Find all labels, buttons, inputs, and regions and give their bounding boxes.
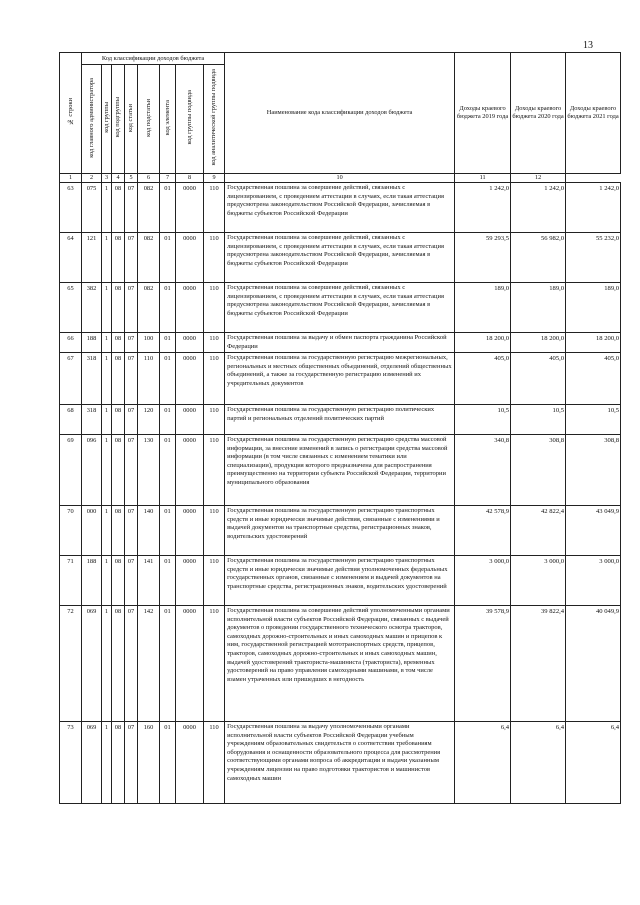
- revenue-2020-cell: 308,8: [511, 435, 566, 506]
- header-year-2020: Доходы краевого бюджета 2020 года: [511, 53, 566, 174]
- code-group-cell: 1: [102, 506, 112, 556]
- code-article-cell: 07: [125, 506, 138, 556]
- code-subtype-group-cell: 0000: [176, 283, 204, 333]
- code-subarticle-cell: 100: [138, 333, 160, 353]
- row-number-cell: 63: [60, 183, 82, 233]
- header-classification-group: Код классификации доходов бюджета: [82, 53, 225, 65]
- code-group-cell: 1: [102, 283, 112, 333]
- code-analytic-group-cell: 110: [204, 556, 225, 606]
- column-number: 12: [511, 174, 566, 183]
- column-number: 2: [82, 174, 102, 183]
- header-code-subgroup: код подгруппы: [112, 65, 125, 174]
- code-subtype-group-cell: 0000: [176, 405, 204, 435]
- code-element-cell: 01: [160, 333, 176, 353]
- code-article-cell: 07: [125, 233, 138, 283]
- code-subarticle-cell: 082: [138, 283, 160, 333]
- column-number: 9: [204, 174, 225, 183]
- table-body: [60, 183, 621, 804]
- code-subgroup-cell: 08: [112, 405, 125, 435]
- code-subgroup-cell: 08: [112, 333, 125, 353]
- column-number: 10: [225, 174, 455, 183]
- table-row: [60, 435, 621, 506]
- header-row-number: № строки: [60, 53, 82, 174]
- table-row: [60, 353, 621, 405]
- code-article-cell: 07: [125, 333, 138, 353]
- code-name-cell: Государственная пошлина за государственную регистрацию межрегиональных, региональных и местных общественных объединений, отделений общественных объединений, а также за государственную регистрацию изменений их учредительных документов: [225, 353, 455, 405]
- code-subgroup-cell: 08: [112, 233, 125, 283]
- code-element-cell: 01: [160, 435, 176, 506]
- revenue-2021-cell: 43 049,9: [566, 506, 621, 556]
- table-row: [60, 556, 621, 606]
- table-row: [60, 333, 621, 353]
- code-subtype-group-cell: 0000: [176, 722, 204, 804]
- code-subarticle-cell: 141: [138, 556, 160, 606]
- code-subarticle-cell: 130: [138, 435, 160, 506]
- code-subarticle-cell: 120: [138, 405, 160, 435]
- revenue-2019-cell: 10,5: [455, 405, 511, 435]
- code-analytic-group-cell: 110: [204, 606, 225, 722]
- code-name-cell: Государственная пошлина за выдачу и обмен паспорта гражданина Российской Федерации: [225, 333, 455, 353]
- code-article-cell: 07: [125, 606, 138, 722]
- code-name-cell: Государственная пошлина за государственную регистрацию политических партий и региональных отделений политических партий: [225, 405, 455, 435]
- revenue-2020-cell: 42 822,4: [511, 506, 566, 556]
- code-subarticle-cell: 082: [138, 233, 160, 283]
- code-name-cell: Государственная пошлина за государственную регистрацию транспортных средств и иные юридически значимые действия, связанные с изменениями и выдачей документов на транспортные средства, регистрационных знаков, водительских удостоверений: [225, 506, 455, 556]
- column-number: 6: [138, 174, 160, 183]
- code-subarticle-cell: 160: [138, 722, 160, 804]
- code-group-cell: 1: [102, 606, 112, 722]
- code-subtype-group-cell: 0000: [176, 606, 204, 722]
- table-row: [60, 233, 621, 283]
- code-subtype-group-cell: 0000: [176, 183, 204, 233]
- code-group-cell: 1: [102, 405, 112, 435]
- code-subtype-group-cell: 0000: [176, 435, 204, 506]
- code-subgroup-cell: 08: [112, 506, 125, 556]
- row-number-cell: 70: [60, 506, 82, 556]
- code-analytic-group-cell: 110: [204, 333, 225, 353]
- revenue-2020-cell: 56 982,0: [511, 233, 566, 283]
- code-element-cell: 01: [160, 405, 176, 435]
- code-subarticle-cell: 140: [138, 506, 160, 556]
- code-article-cell: 07: [125, 183, 138, 233]
- revenue-2019-cell: 59 293,5: [455, 233, 511, 283]
- page-number: 13: [583, 40, 593, 51]
- table-row: [60, 283, 621, 333]
- revenue-2020-cell: 3 000,0: [511, 556, 566, 606]
- revenue-2021-cell: 189,0: [566, 283, 621, 333]
- code-subgroup-cell: 08: [112, 556, 125, 606]
- code-group-cell: 1: [102, 353, 112, 405]
- revenue-2021-cell: 6,4: [566, 722, 621, 804]
- revenue-2021-cell: 10,5: [566, 405, 621, 435]
- code-subgroup-cell: 08: [112, 606, 125, 722]
- code-analytic-group-cell: 110: [204, 405, 225, 435]
- code-group-cell: 1: [102, 233, 112, 283]
- header-code-subarticle: код подстатьи: [138, 65, 160, 174]
- header-year-2021: Доходы краевого бюджета 2021 года: [566, 53, 621, 174]
- revenue-2020-cell: 18 200,0: [511, 333, 566, 353]
- code-element-cell: 01: [160, 283, 176, 333]
- revenue-2020-cell: 10,5: [511, 405, 566, 435]
- code-subgroup-cell: 08: [112, 183, 125, 233]
- code-subtype-group-cell: 0000: [176, 506, 204, 556]
- code-admin-cell: 000: [82, 506, 102, 556]
- code-analytic-group-cell: 110: [204, 283, 225, 333]
- code-element-cell: 01: [160, 556, 176, 606]
- code-analytic-group-cell: 110: [204, 233, 225, 283]
- table-row: [60, 722, 621, 804]
- row-number-cell: 67: [60, 353, 82, 405]
- code-element-cell: 01: [160, 722, 176, 804]
- row-number-cell: 65: [60, 283, 82, 333]
- code-admin-cell: 069: [82, 606, 102, 722]
- row-number-cell: 64: [60, 233, 82, 283]
- revenue-2021-cell: 1 242,0: [566, 183, 621, 233]
- code-group-cell: 1: [102, 435, 112, 506]
- revenue-2020-cell: 189,0: [511, 283, 566, 333]
- code-analytic-group-cell: 110: [204, 506, 225, 556]
- code-analytic-group-cell: 110: [204, 183, 225, 233]
- code-article-cell: 07: [125, 353, 138, 405]
- revenue-2020-cell: 6,4: [511, 722, 566, 804]
- header-code-admin: код главного администратора: [82, 65, 102, 174]
- code-group-cell: 1: [102, 556, 112, 606]
- code-name-cell: Государственная пошлина за государственную регистрацию средства массовой информации, за внесение изменений в запись о регистрации средства массовой информации (в том числе связанных с изменением тематики или специализации), продукция которого предназначена для распространения преимущественно на территории субъекта Российской Федерации, территории муниципального образования: [225, 435, 455, 506]
- code-subgroup-cell: 08: [112, 353, 125, 405]
- column-number: 11: [455, 174, 511, 183]
- revenue-2020-cell: 405,0: [511, 353, 566, 405]
- table-row: [60, 506, 621, 556]
- code-subtype-group-cell: 0000: [176, 233, 204, 283]
- column-number: 4: [112, 174, 125, 183]
- row-number-cell: 71: [60, 556, 82, 606]
- code-name-cell: Государственная пошлина за совершение действий уполномоченными органами исполнительной власти субъектов Российской Федерации, связанных с выдачей документов о проведении государственного технического осмотра тракторов, самоходных дорожно-строительных и иных самоходных машин и прицепов к ним, государственной регистрацией мототранспортных средств, прицепов, тракторов, самоходных дорожно-строительных и иных самоходных машин, выдачей удостоверений тракториста-машиниста (тракториста), временных удостоверений на право управления самоходными машинами, в том числе взамен утраченных или пришедших в негодность: [225, 606, 455, 722]
- code-admin-cell: 069: [82, 722, 102, 804]
- code-analytic-group-cell: 110: [204, 722, 225, 804]
- code-analytic-group-cell: 110: [204, 353, 225, 405]
- code-subgroup-cell: 08: [112, 722, 125, 804]
- header-code-group: код группы: [102, 65, 112, 174]
- code-element-cell: 01: [160, 353, 176, 405]
- table-row: [60, 606, 621, 722]
- revenue-2020-cell: 39 822,4: [511, 606, 566, 722]
- code-subarticle-cell: 142: [138, 606, 160, 722]
- row-number-cell: 66: [60, 333, 82, 353]
- revenue-2019-cell: 6,4: [455, 722, 511, 804]
- column-numbers-row: [60, 174, 621, 183]
- code-element-cell: 01: [160, 233, 176, 283]
- code-name-cell: Государственная пошлина за совершение действий, связанных с лицензированием, с проведением аттестации в случаях, если такая аттестация предусмотрена законодательством Российской Федерации, зачисляемая в бюджеты субъектов Российской Федерации: [225, 233, 455, 283]
- row-number-cell: 72: [60, 606, 82, 722]
- column-number: 3: [102, 174, 112, 183]
- revenue-2019-cell: 405,0: [455, 353, 511, 405]
- code-group-cell: 1: [102, 333, 112, 353]
- code-element-cell: 01: [160, 606, 176, 722]
- code-subarticle-cell: 110: [138, 353, 160, 405]
- column-number: 5: [125, 174, 138, 183]
- code-subarticle-cell: 082: [138, 183, 160, 233]
- code-admin-cell: 096: [82, 435, 102, 506]
- revenue-2021-cell: 55 232,0: [566, 233, 621, 283]
- code-subtype-group-cell: 0000: [176, 556, 204, 606]
- code-subgroup-cell: 08: [112, 283, 125, 333]
- code-article-cell: 07: [125, 435, 138, 506]
- header-code-analytic-group: код аналитической группы подвида: [204, 65, 225, 174]
- budget-revenue-table: [59, 52, 621, 804]
- header-group-row: [60, 53, 621, 65]
- header-year-2019: Доходы краевого бюджета 2019 года: [455, 53, 511, 174]
- code-admin-cell: 075: [82, 183, 102, 233]
- code-group-cell: 1: [102, 722, 112, 804]
- code-analytic-group-cell: 110: [204, 435, 225, 506]
- code-subtype-group-cell: 0000: [176, 353, 204, 405]
- column-number: 7: [160, 174, 176, 183]
- table-row: [60, 405, 621, 435]
- code-article-cell: 07: [125, 556, 138, 606]
- header-code-name: Наименование кода классификации доходов бюджета: [225, 53, 455, 174]
- code-article-cell: 07: [125, 283, 138, 333]
- header-code-article: код статьи: [125, 65, 138, 174]
- code-admin-cell: 188: [82, 333, 102, 353]
- row-number-cell: 73: [60, 722, 82, 804]
- column-number: 1: [60, 174, 82, 183]
- revenue-2021-cell: 405,0: [566, 353, 621, 405]
- code-admin-cell: 188: [82, 556, 102, 606]
- revenue-2019-cell: 340,8: [455, 435, 511, 506]
- header-code-subtype-group: код группы подвида: [176, 65, 204, 174]
- code-group-cell: 1: [102, 183, 112, 233]
- code-name-cell: Государственная пошлина за совершение действий, связанных с лицензированием, с проведением аттестации в случаях, если такая аттестация предусмотрена законодательством Российской Федерации, зачисляемая в бюджеты субъектов Российской Федерации: [225, 283, 455, 333]
- header-code-element: код элемента: [160, 65, 176, 174]
- code-admin-cell: 121: [82, 233, 102, 283]
- revenue-2021-cell: 18 200,0: [566, 333, 621, 353]
- code-admin-cell: 382: [82, 283, 102, 333]
- code-subgroup-cell: 08: [112, 435, 125, 506]
- revenue-2019-cell: 189,0: [455, 283, 511, 333]
- code-name-cell: Государственная пошлина за выдачу уполномоченными органами исполнительной власти субъектов Российской Федерации учебным учреждениям образовательных свидетельств о соответствии требованиям оборудования и оснащенности образовательного процесса для рассмотрения соответствующими органами вопроса об аккредитации и выдачи указанным учреждениям лицензии на право подготовки трактористов и машинистов самоходных машин: [225, 722, 455, 804]
- code-admin-cell: 318: [82, 353, 102, 405]
- revenue-2020-cell: 1 242,0: [511, 183, 566, 233]
- revenue-2021-cell: 40 049,9: [566, 606, 621, 722]
- revenue-2019-cell: 1 242,0: [455, 183, 511, 233]
- revenue-2019-cell: 18 200,0: [455, 333, 511, 353]
- revenue-2021-cell: 3 000,0: [566, 556, 621, 606]
- code-admin-cell: 318: [82, 405, 102, 435]
- code-name-cell: Государственная пошлина за государственную регистрацию транспортных средств и иные юридически значимые действия уполномоченных федеральных государственных органов, связанные с изменением и выдачей документов на транспортные средства, регистрационных знаков, водительских удостоверений: [225, 556, 455, 606]
- code-article-cell: 07: [125, 405, 138, 435]
- revenue-2019-cell: 39 578,9: [455, 606, 511, 722]
- column-number: 8: [176, 174, 204, 183]
- code-article-cell: 07: [125, 722, 138, 804]
- revenue-2021-cell: 308,8: [566, 435, 621, 506]
- row-number-cell: 69: [60, 435, 82, 506]
- row-number-cell: 68: [60, 405, 82, 435]
- code-name-cell: Государственная пошлина за совершение действий, связанных с лицензированием, с проведением аттестации в случаях, если такая аттестация предусмотрена законодательством Российской Федерации, зачисляемая в бюджеты субъектов Российской Федерации: [225, 183, 455, 233]
- code-subtype-group-cell: 0000: [176, 333, 204, 353]
- code-element-cell: 01: [160, 506, 176, 556]
- code-element-cell: 01: [160, 183, 176, 233]
- table-row: [60, 183, 621, 233]
- revenue-2019-cell: 3 000,0: [455, 556, 511, 606]
- revenue-2019-cell: 42 578,9: [455, 506, 511, 556]
